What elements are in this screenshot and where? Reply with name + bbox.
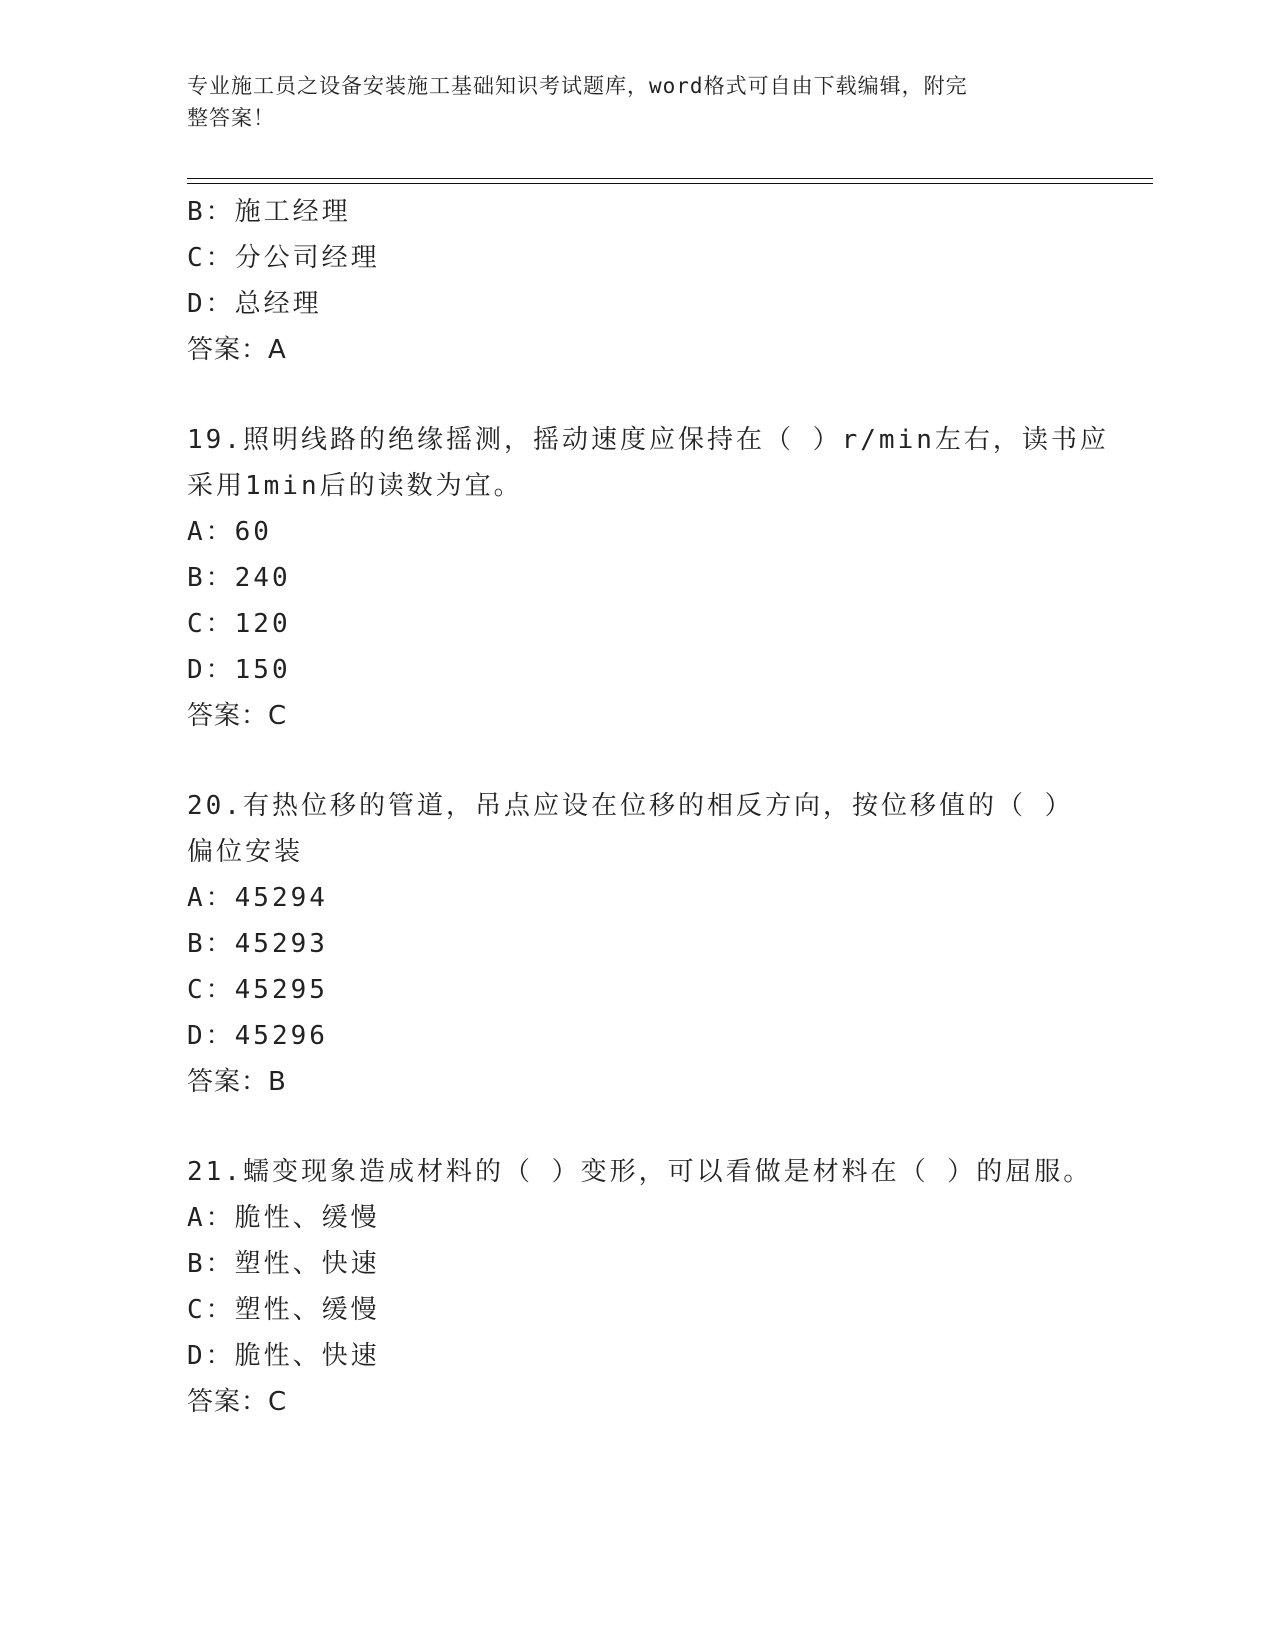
option-a: A：脆性、缓慢 [187,1203,380,1233]
question-stem-line-2: 采用1min后的读数为宜。 [187,471,523,501]
option-c: C：塑性、缓慢 [187,1295,380,1325]
header-divider-top [187,178,1153,179]
spacer [187,739,1147,783]
option-b: B：240 [187,563,291,593]
question-21 [187,1149,1147,1425]
spacer [187,373,1147,417]
answer-line: 答案：C [187,701,288,731]
option-b: B：塑性、快速 [187,1249,380,1279]
answer-line: 答案：B [187,1067,287,1097]
header-divider-bottom [187,183,1153,184]
option-a: A：60 [187,517,272,547]
option-d: D：脆性、快速 [187,1341,380,1371]
question-20 [187,783,1147,1105]
option-c: C：120 [187,609,291,639]
question-stem-line-1: 19.照明线路的绝缘摇测，摇动速度应保持在（ ）r/min左右，读书应 [187,425,1109,455]
question-content [187,189,1147,1425]
option-d: D：45296 [187,1021,328,1051]
header-line-1: 专业施工员之设备安装施工基础知识考试题库，word格式可自由下载编辑，附完 [187,74,968,98]
question-stem-line-1: 20.有热位移的管道，吊点应设在位移的相反方向，按位移值的（ ） [187,791,1074,821]
option-b: B：45293 [187,929,328,959]
page-header [187,70,1087,134]
question-stem-line-2: 偏位安装 [187,837,304,867]
answer-line: 答案：A [187,335,287,365]
option-c: C：45295 [187,975,328,1005]
option-a: A：45294 [187,883,328,913]
header-line-2: 整答案！ [187,106,275,130]
option-d: D：150 [187,655,291,685]
question-stem-line-1: 21.蠕变现象造成材料的（ ）变形，可以看做是材料在（ ）的屈服。 [187,1157,1093,1187]
option-c: C：分公司经理 [187,243,380,273]
spacer [187,1105,1147,1149]
option-d: D：总经理 [187,289,322,319]
question-19 [187,417,1147,739]
answer-line: 答案：C [187,1387,288,1417]
question-18-fragment [187,189,1147,373]
option-b: B：施工经理 [187,197,351,227]
